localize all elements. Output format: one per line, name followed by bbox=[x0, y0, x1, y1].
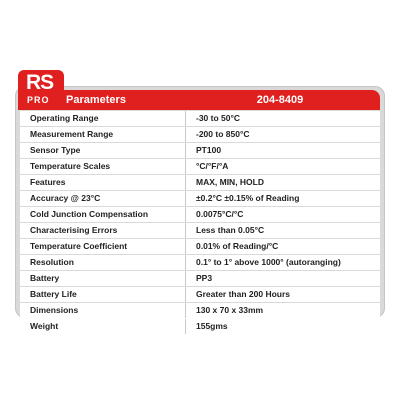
row-label: Cold Junction Compensation bbox=[20, 207, 186, 222]
table-row bbox=[20, 191, 380, 206]
table-row bbox=[20, 207, 380, 222]
spec-table bbox=[20, 111, 380, 335]
header-part-number: 204-8409 bbox=[256, 94, 304, 106]
table-row bbox=[20, 319, 380, 334]
row-value: Greater than 200 Hours bbox=[196, 289, 291, 299]
row-value: ±0.2°C ±0.15% of Reading bbox=[196, 193, 300, 203]
row-value: °C/°F/°A bbox=[196, 161, 229, 171]
logo-brand: RS bbox=[26, 71, 54, 94]
row-value: 0.0075°C/°C bbox=[196, 209, 244, 219]
logo-sub: PRO bbox=[27, 95, 50, 105]
table-row bbox=[20, 255, 380, 270]
table-row bbox=[20, 239, 380, 254]
table-row bbox=[20, 159, 380, 174]
row-value: 0.01% of Reading/°C bbox=[196, 241, 279, 251]
row-value: PT100 bbox=[196, 145, 222, 155]
row-label: Operating Range bbox=[20, 111, 186, 126]
row-value: 0.1° to 1° above 1000° (autoranging) bbox=[196, 257, 341, 267]
row-label: Resolution bbox=[20, 255, 186, 270]
row-label: Battery bbox=[20, 271, 186, 286]
table-row bbox=[20, 111, 380, 126]
row-value: 155gms bbox=[196, 321, 228, 331]
row-label: Battery Life bbox=[20, 287, 186, 302]
row-label: Accuracy @ 23°C bbox=[20, 191, 186, 206]
row-value: Less than 0.05°C bbox=[196, 225, 265, 235]
row-value: -30 to 50°C bbox=[196, 113, 241, 123]
table-row bbox=[20, 287, 380, 302]
table-row bbox=[20, 271, 380, 286]
table-row bbox=[20, 143, 380, 158]
row-label: Measurement Range bbox=[20, 127, 186, 142]
row-label: Sensor Type bbox=[20, 143, 186, 158]
row-label: Features bbox=[20, 175, 186, 190]
header-parameters: Parameters bbox=[66, 94, 126, 106]
row-value: -200 to 850°C bbox=[196, 129, 250, 139]
table-row bbox=[20, 303, 380, 318]
row-label: Temperature Scales bbox=[20, 159, 186, 174]
rs-pro-logo bbox=[18, 70, 64, 110]
row-value: PP3 bbox=[196, 273, 213, 283]
row-label: Weight bbox=[20, 319, 186, 334]
row-label: Temperature Coefficient bbox=[20, 239, 186, 254]
table-row bbox=[20, 127, 380, 142]
row-label: Characterising Errors bbox=[20, 223, 186, 238]
table-row bbox=[20, 223, 380, 238]
row-label: Dimensions bbox=[20, 303, 186, 318]
row-value: 130 x 70 x 33mm bbox=[196, 305, 264, 315]
row-value: MAX, MIN, HOLD bbox=[196, 177, 264, 187]
table-row bbox=[20, 175, 380, 190]
